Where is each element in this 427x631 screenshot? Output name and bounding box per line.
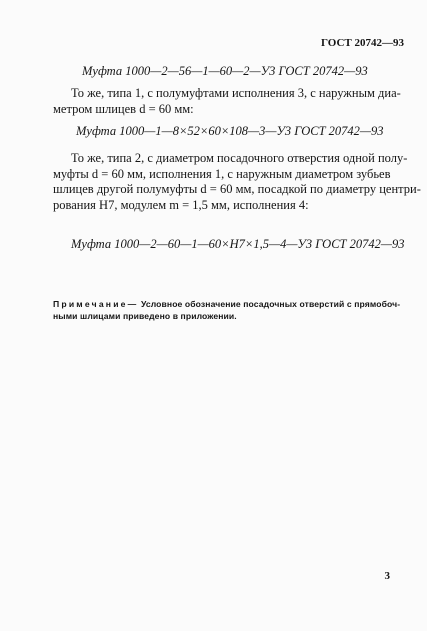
- paragraph-type-2: [53, 151, 421, 213]
- paragraph-type-1: [53, 86, 401, 117]
- formula-coupling-3: Муфта 1000—2—60—1—60×Н7×1,5—4—У3 ГОСТ 20742—93: [71, 237, 405, 251]
- note-text-line-1: Условное обозначение посадочных отверстий с прямобоч-: [140, 299, 401, 309]
- paragraph-type-2-line-3: шлицев другой полумуфты d = 60 мм, посадкой по диаметру центри-: [53, 182, 421, 196]
- paragraph-type-1-line-1: То же, типа 1, с полумуфтами исполнения 3, с наружным диа-: [71, 86, 401, 100]
- formula-coupling-2: Муфта 1000—1—8×52×60×108—3—У3 ГОСТ 20742—93: [76, 124, 384, 138]
- note-block: [53, 298, 401, 322]
- paragraph-type-2-line-2: муфты d = 60 мм, исполнения 1, с наружным диаметром зубьев: [53, 166, 391, 181]
- standard-code-header: ГОСТ 20742—93: [321, 37, 404, 49]
- note-text-line-2: ными шлицами приведено в приложении.: [53, 311, 237, 321]
- paragraph-type-1-line-2: метром шлицев d = 60 мм:: [53, 101, 194, 116]
- paragraph-type-2-line-1: То же, типа 2, с диаметром посадочного отверстия одной полу-: [71, 151, 408, 165]
- paragraph-type-2-line-4: рования Н7, модулем m = 1,5 мм, исполнения 4:: [53, 197, 309, 212]
- note-first-line: [53, 298, 401, 310]
- formula-coupling-1: Муфта 1000—2—56—1—60—2—У3 ГОСТ 20742—93: [82, 64, 368, 78]
- page-number: 3: [384, 570, 390, 582]
- note-label: Примечание—: [53, 299, 139, 309]
